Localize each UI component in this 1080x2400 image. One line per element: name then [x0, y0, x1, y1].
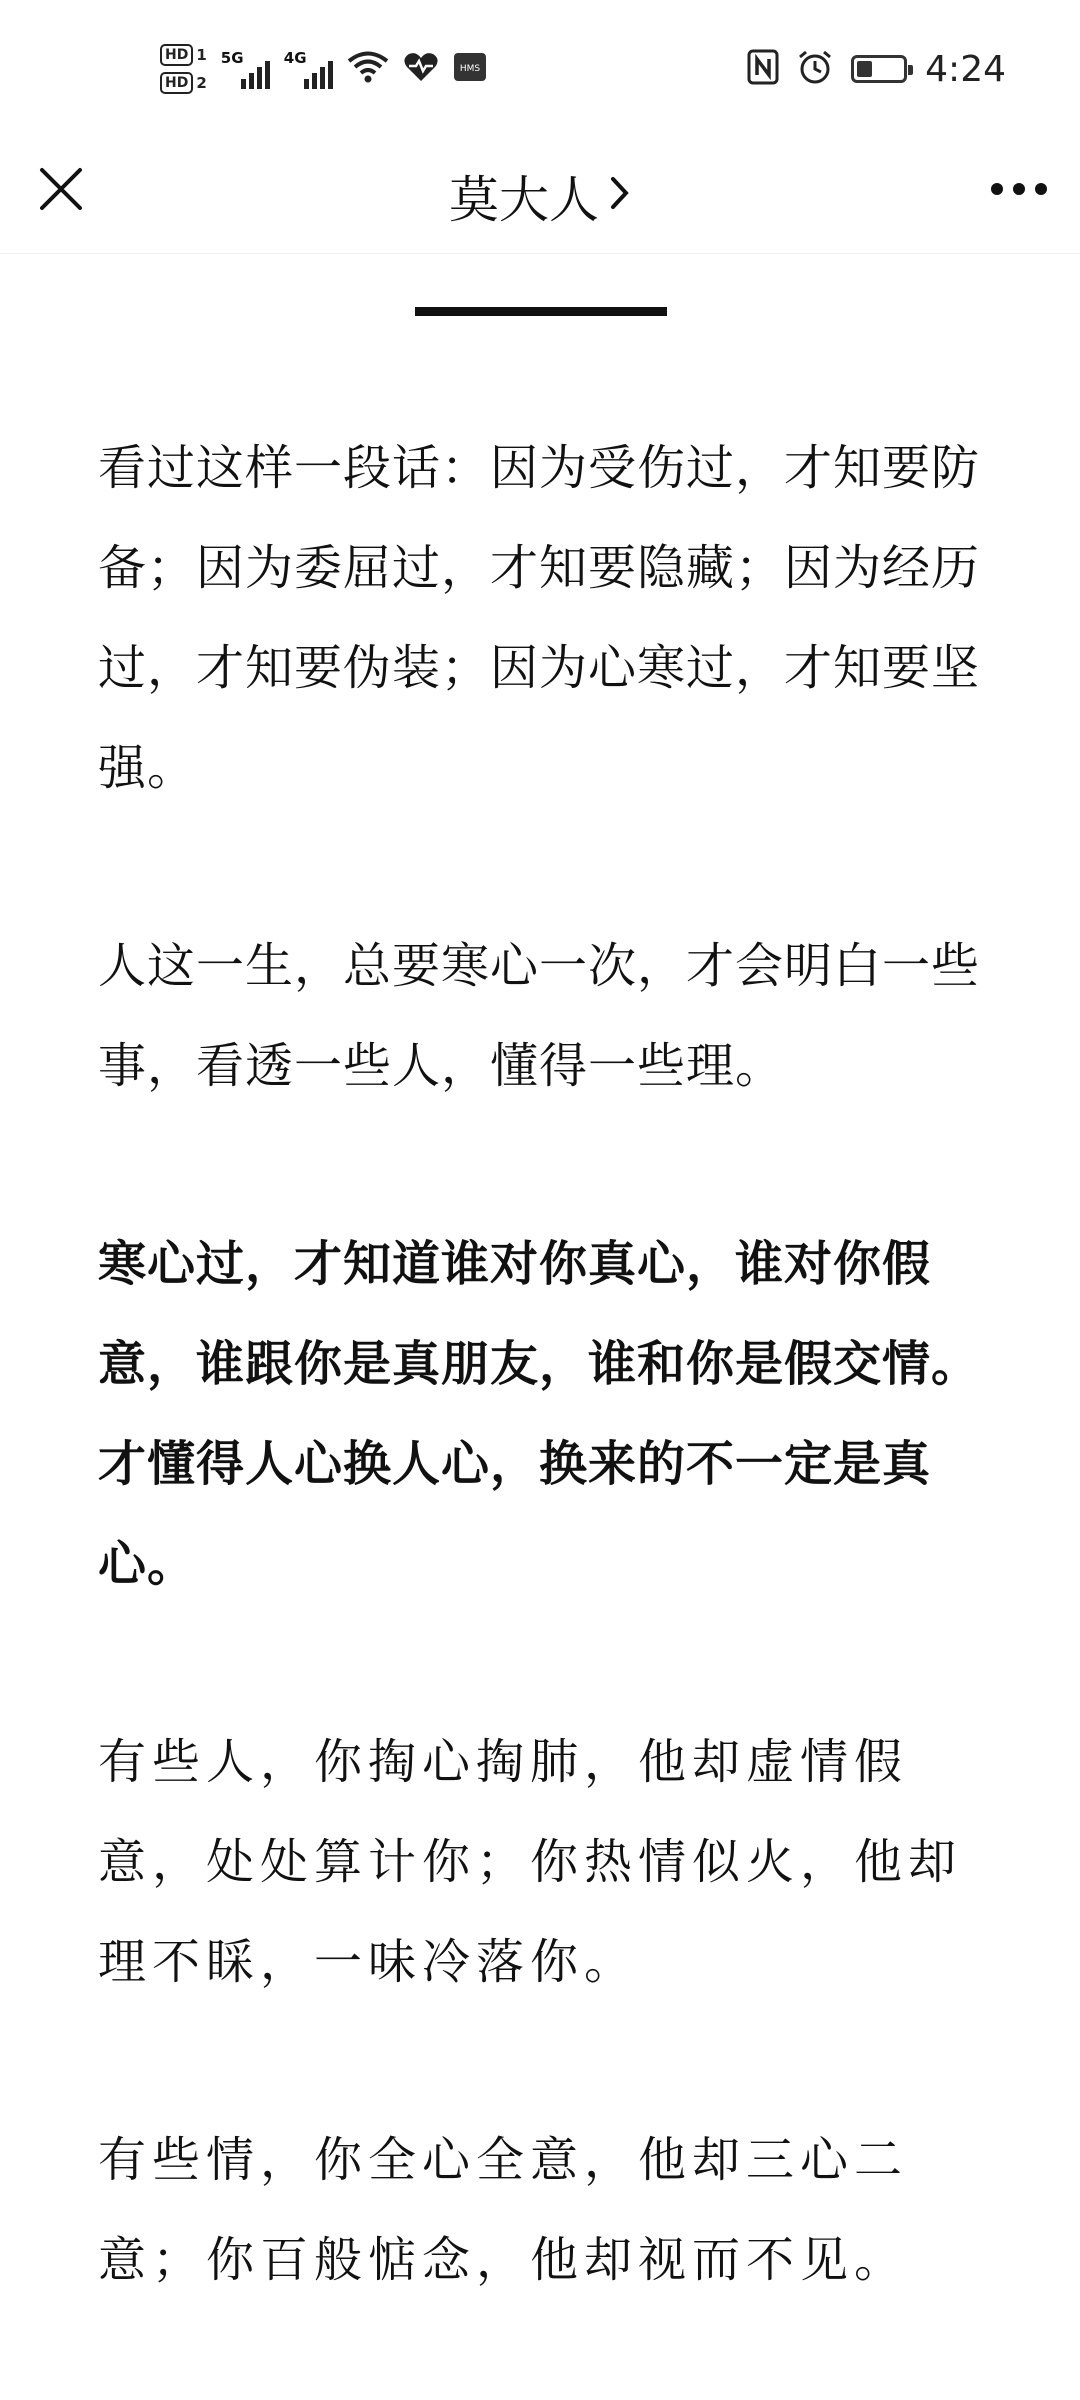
signal-bars-2: [304, 61, 333, 89]
paragraph-1: 看过这样一段话：因为受伤过，才知要防备；因为委屈过，才知要隐藏；因为经历过，才知要伪装；因为心寒过，才知要坚强。: [98, 440, 981, 796]
close-icon: [38, 166, 84, 212]
article-body: [98, 418, 988, 2310]
nfc-icon: [747, 49, 779, 89]
hd1-badge: [160, 44, 207, 66]
chevron-right-icon: [609, 167, 631, 225]
signal-4g-tag: 4G: [283, 49, 307, 67]
account-title-link[interactable]: [449, 160, 631, 232]
signal-4g-icon: [284, 49, 333, 89]
hd-indicators: [160, 44, 207, 94]
account-name: 莫大人: [449, 170, 599, 229]
close-button[interactable]: [30, 158, 92, 220]
paragraph-4: 有些人，你掏心掏肺，他却虚情假意，处处算计你；你热情似火，他却理不睬，一味冷落你。: [98, 1734, 963, 1990]
alarm-icon: [797, 49, 833, 89]
status-right-group: [747, 44, 1006, 94]
battery-fill: [857, 61, 872, 77]
status-left-group: [160, 38, 487, 100]
heart-pulse-icon: [403, 51, 439, 87]
paragraph-3-bold: 寒心过，才知道谁对你真心，谁对你假意，谁跟你是真朋友，谁和你是假交情。才懂得人心换人心，换来的不一定是真心。: [98, 1236, 981, 1592]
paragraph-5: 有些情，你全心全意，他却三心二意；你百般惦念，他却视而不见。: [98, 2132, 909, 2288]
hd1-label: HD: [160, 44, 193, 66]
hd1-index: 1: [196, 46, 207, 64]
hd2-badge: [160, 72, 207, 94]
signal-bars-1: [241, 61, 270, 89]
paragraph-2: 人这一生，总要寒心一次，才会明白一些事，看透一些人，懂得一些理。: [98, 938, 981, 1094]
more-options-button[interactable]: [988, 158, 1050, 220]
status-bar: [0, 0, 1080, 138]
hms-icon: [453, 52, 487, 86]
battery-icon: [851, 55, 907, 83]
hd2-index: 2: [196, 74, 207, 92]
hms-label: HMS: [459, 64, 480, 74]
nav-bar: [0, 138, 1080, 254]
status-time: 4:24: [925, 48, 1006, 90]
hd2-label: HD: [160, 72, 193, 94]
wifi-icon: [347, 50, 389, 88]
signal-5g-tag: 5G: [220, 49, 244, 67]
more-dots-icon: [990, 182, 1048, 196]
signal-5g-icon: [221, 49, 270, 89]
section-divider: [415, 307, 667, 316]
